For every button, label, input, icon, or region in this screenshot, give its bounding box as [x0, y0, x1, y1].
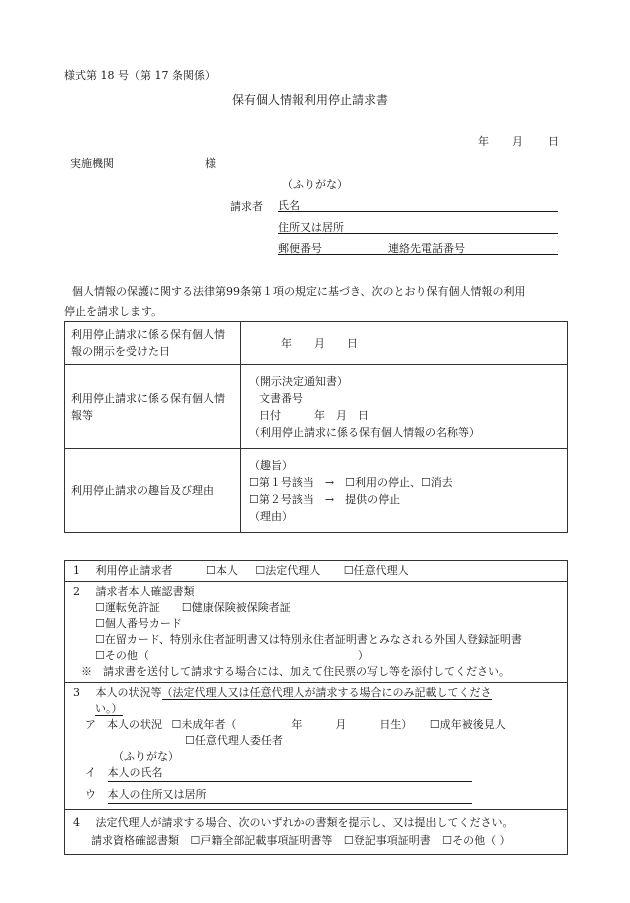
section-1	[65, 561, 568, 582]
id-doc-mynumber[interactable]: ☐個人番号カード	[95, 617, 182, 630]
requester-name-label: 氏名	[278, 199, 300, 212]
section-2-title: 請求者本人確認書類	[95, 585, 195, 598]
principal-name-field[interactable]	[108, 765, 472, 782]
disclosure-date-value[interactable]: 年 月 日	[241, 322, 568, 365]
section-3	[65, 683, 568, 810]
section-4-title: 法定代理人が請求する場合、次のいずれかの書類を提示し、又は提出してください。	[95, 816, 514, 829]
section-3-row	[65, 683, 568, 810]
intro-line-1: 個人情報の保護に関する法律第99条第１項の規定に基づき、次のとおり保有個人情報の利用	[72, 285, 526, 298]
section-3-condition-end: い。）	[95, 702, 123, 715]
requester-address-label: 住所又は居所	[278, 221, 344, 234]
requester-contact-field[interactable]	[278, 240, 558, 255]
adult-ward-checkbox[interactable]: ☐成年被後見人	[429, 718, 506, 731]
qualification-docs-label: 請求資格確認書類	[91, 834, 179, 847]
principal-address-marker: ウ	[85, 788, 96, 801]
section-2	[65, 582, 568, 683]
addressee-org: 実施機関	[70, 157, 114, 170]
requester-info-table	[64, 560, 568, 855]
section-1-title: 利用停止請求者	[95, 564, 173, 577]
notice-date-label: 日付 年 月 日	[259, 408, 369, 422]
section-2-number: 2	[73, 585, 80, 598]
principal-status-label: ア 本人の状況	[85, 718, 162, 731]
purpose-row	[65, 449, 568, 533]
intro-line-2: 停止を請求します。	[64, 305, 163, 318]
section-4	[65, 810, 568, 855]
other-doc-checkbox[interactable]: ☐その他（ ）	[442, 834, 511, 847]
purpose-heading: （趣旨）	[249, 458, 293, 472]
section-4-row	[65, 810, 568, 855]
section-1-number: 1	[73, 564, 80, 577]
form-number: 様式第 18 号（第 17 条関係）	[64, 69, 216, 82]
phone-number-label: 連絡先電話番号	[388, 242, 465, 255]
section-3-condition: （法定代理人又は任意代理人が請求する場合にのみ記載してくださ	[161, 686, 492, 699]
principal-name-marker: イ	[85, 766, 96, 779]
requester-name-field[interactable]	[278, 197, 558, 212]
principal-address-field[interactable]	[108, 787, 472, 804]
section-2-row	[65, 582, 568, 683]
disclosure-date-row	[65, 322, 568, 365]
document-title: 保有個人情報利用停止請求書	[232, 93, 389, 107]
section-4-number: 4	[73, 816, 80, 829]
request-details-table	[64, 321, 568, 533]
section-1-row	[65, 561, 568, 582]
clause2-option[interactable]: ☐第２号該当 → 提供の停止	[249, 492, 401, 506]
personal-info-value[interactable]	[241, 365, 568, 449]
date-year: 年	[478, 135, 489, 148]
registry-cert-checkbox[interactable]: ☐登記事項証明書	[343, 834, 431, 847]
id-doc-other[interactable]: ☐その他（ ）	[95, 649, 369, 662]
requester-address-field[interactable]	[278, 219, 558, 234]
info-name-heading: （利用停止請求に係る保有個人情報の名称等）	[249, 425, 480, 439]
id-doc-license-health[interactable]: ☐運転免許証 ☐健康保険被保険者証	[95, 601, 291, 614]
requester-self-checkbox[interactable]: ☐本人	[206, 564, 238, 577]
purpose-value[interactable]	[241, 449, 568, 533]
requester-furigana: （ふりがな）	[282, 178, 348, 191]
date-day: 日	[548, 135, 559, 148]
id-doc-residence-card[interactable]: ☐在留カード、特別永住者証明書又は特別永住者証明書とみなされる外国人登録証明書	[95, 633, 522, 646]
section-3-number: 3	[73, 686, 80, 699]
purpose-label: 利用停止請求の趣旨及び理由	[65, 449, 241, 533]
principal-delegator-checkbox[interactable]: ☐任意代理人委任者	[185, 734, 283, 747]
mail-request-note: ※ 請求書を送付して請求する場合には、加えて住民票の写し等を添付してください。	[81, 665, 510, 678]
minor-checkbox[interactable]: ☐未成年者（ 年 月 日生）	[171, 718, 413, 731]
personal-info-row	[65, 365, 568, 449]
addressee-honorific: 様	[205, 157, 216, 170]
principal-name-label: 本人の氏名	[107, 766, 163, 779]
family-register-checkbox[interactable]: ☐戸籍全部記載事項証明書等	[190, 834, 333, 847]
disclosure-date-label: 利用停止請求に係る保有個人情報の開示を受けた日	[65, 322, 241, 365]
personal-info-label: 利用停止請求に係る保有個人情報等	[65, 365, 241, 449]
requester-label: 請求者	[230, 200, 263, 213]
section-3-title: 本人の状況等	[95, 686, 162, 699]
principal-furigana: （ふりがな）	[113, 750, 179, 763]
notice-heading: （開示決定通知書）	[249, 374, 348, 388]
reason-heading: （理由）	[249, 509, 293, 523]
postal-code-label: 郵便番号	[278, 242, 322, 255]
voluntary-agent-checkbox[interactable]: ☐任意代理人	[343, 564, 409, 577]
principal-address-label: 本人の住所又は居所	[107, 788, 207, 801]
clause1-option[interactable]: ☐第１号該当 → ☐利用の停止、☐消去	[249, 475, 453, 489]
document-number-label: 文書番号	[259, 391, 303, 405]
date-month: 月	[512, 135, 523, 148]
legal-agent-checkbox[interactable]: ☐法定代理人	[255, 564, 321, 577]
